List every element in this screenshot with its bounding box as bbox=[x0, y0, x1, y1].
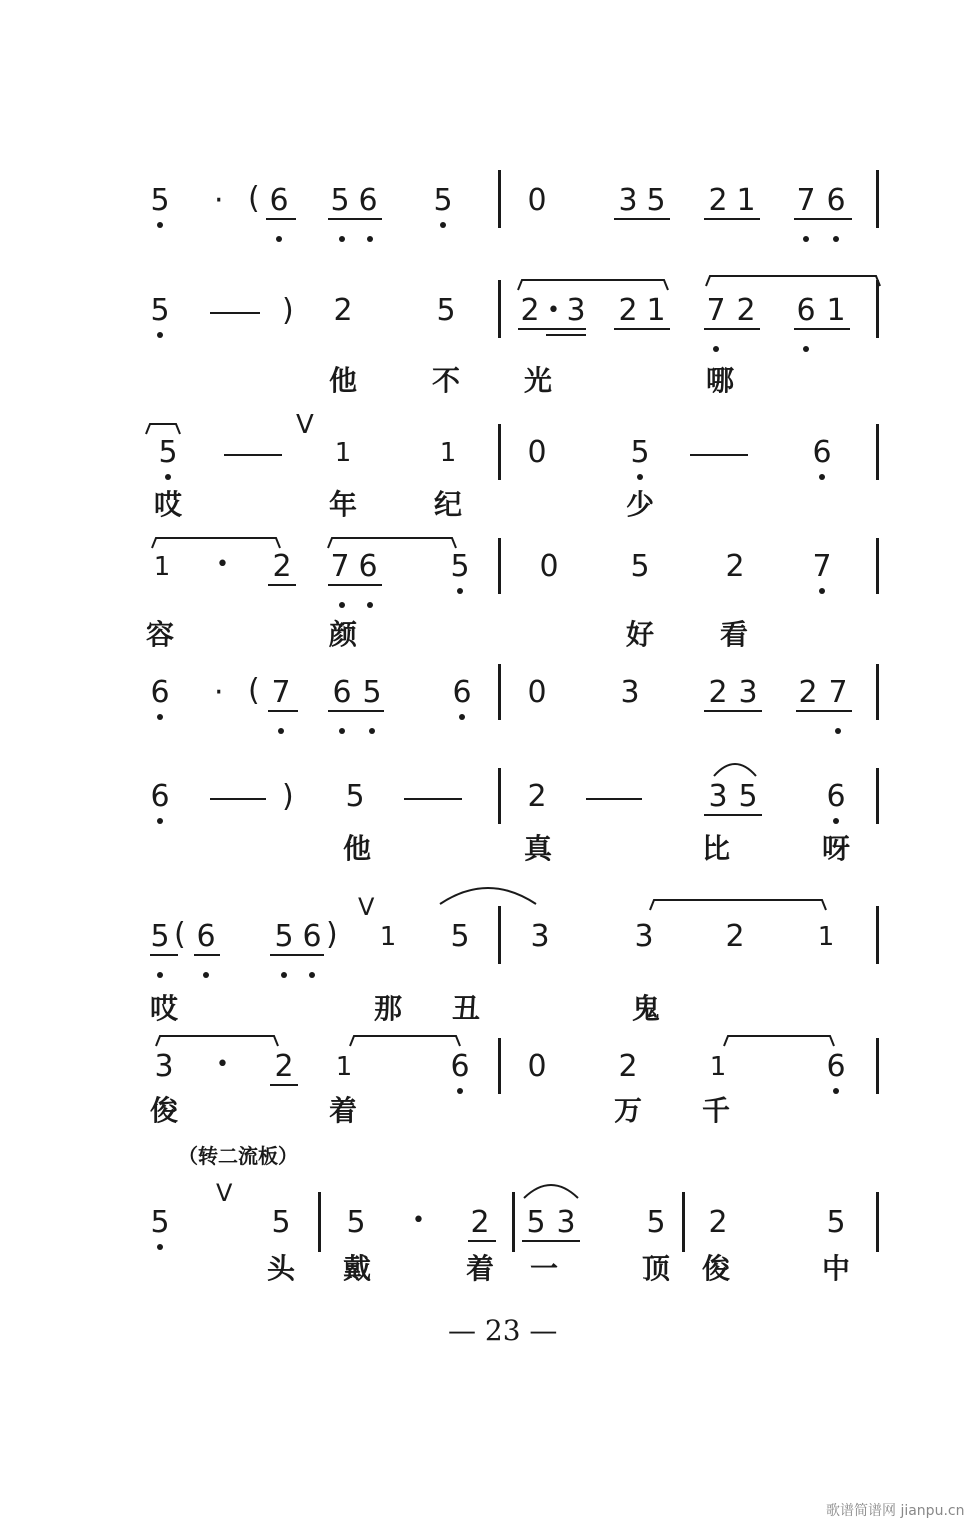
notation-symbol: ( bbox=[248, 673, 260, 708]
sustain-dash bbox=[404, 798, 462, 800]
lyric: 一 bbox=[529, 1252, 558, 1285]
tie-bracket bbox=[156, 1036, 278, 1046]
note: 3 bbox=[530, 919, 550, 954]
underline-beam bbox=[328, 710, 384, 712]
note: 1 bbox=[379, 922, 397, 952]
note: 0 bbox=[527, 435, 547, 470]
underline-beam bbox=[704, 814, 762, 816]
octave-dot bbox=[157, 818, 163, 824]
note: 3 bbox=[556, 1205, 576, 1240]
note: 6 bbox=[269, 183, 289, 218]
underline-beam bbox=[518, 328, 586, 330]
tie-bracket bbox=[350, 1036, 460, 1046]
octave-dot bbox=[339, 236, 345, 242]
octave-dot bbox=[819, 588, 825, 594]
lyric: 不 bbox=[431, 364, 460, 397]
octave-dot bbox=[367, 236, 373, 242]
underline-beam bbox=[270, 1084, 298, 1086]
underline-beam bbox=[614, 328, 670, 330]
tie-bracket bbox=[146, 424, 180, 434]
note: 6 bbox=[332, 675, 352, 710]
octave-dot bbox=[367, 602, 373, 608]
note: 5 bbox=[150, 293, 170, 328]
octave-dot bbox=[203, 972, 209, 978]
octave-dot bbox=[309, 972, 315, 978]
sustain-dash bbox=[210, 798, 266, 800]
note: 3 bbox=[618, 183, 638, 218]
note: 2 bbox=[274, 1049, 294, 1084]
note: 1 bbox=[153, 552, 171, 582]
bar-line bbox=[876, 170, 879, 228]
note: 7 bbox=[271, 675, 291, 710]
notation-symbol: ) bbox=[282, 779, 294, 814]
underline-beam bbox=[546, 334, 586, 336]
bar-line bbox=[876, 424, 879, 480]
watermark: 歌谱简谱网 jianpu.cn bbox=[826, 1503, 965, 1519]
note: 5 bbox=[646, 183, 666, 218]
sustain-dash bbox=[586, 798, 642, 800]
octave-dot bbox=[165, 474, 171, 480]
underline-beam bbox=[266, 218, 296, 220]
underline-beam bbox=[270, 954, 324, 956]
note: 5 bbox=[362, 675, 382, 710]
note: 7 bbox=[796, 183, 816, 218]
underline-beam bbox=[268, 710, 298, 712]
note: 1 bbox=[439, 438, 457, 468]
bar-line bbox=[498, 664, 501, 720]
lyric: 顶 bbox=[641, 1252, 670, 1285]
bar-line bbox=[876, 280, 879, 338]
page-number: — 23 — bbox=[448, 1314, 558, 1347]
bar-line bbox=[876, 768, 879, 824]
bar-line bbox=[498, 424, 501, 480]
note: 2 bbox=[527, 779, 547, 814]
note: 6 bbox=[826, 183, 846, 218]
lyric: 他 bbox=[342, 832, 371, 865]
lyric: 容 bbox=[145, 618, 174, 651]
lyric: 真 bbox=[523, 832, 552, 865]
note: 6 bbox=[358, 183, 378, 218]
note: 5 bbox=[330, 183, 350, 218]
octave-dot bbox=[278, 728, 284, 734]
note: 6 bbox=[826, 779, 846, 814]
note: 6 bbox=[826, 1049, 846, 1084]
note: 1 bbox=[646, 293, 666, 328]
note: 1 bbox=[709, 1052, 727, 1082]
underline-beam bbox=[794, 218, 852, 220]
bar-line bbox=[876, 664, 879, 720]
lyric: 少 bbox=[625, 488, 654, 521]
bar-line bbox=[876, 1192, 879, 1252]
notation-symbol: • bbox=[547, 298, 560, 323]
lyric: 呀 bbox=[821, 832, 850, 865]
bar-line bbox=[498, 170, 501, 228]
note: 0 bbox=[527, 1049, 547, 1084]
octave-dot bbox=[339, 728, 345, 734]
note: 6 bbox=[812, 435, 832, 470]
bar-line bbox=[682, 1192, 685, 1252]
bar-line bbox=[498, 280, 501, 338]
lyric: 戴 bbox=[342, 1252, 371, 1285]
lyric: 年 bbox=[328, 488, 357, 521]
lyric: 丑 bbox=[451, 992, 480, 1025]
lyric: 纪 bbox=[433, 488, 462, 521]
note: 5 bbox=[436, 293, 456, 328]
note: 7 bbox=[706, 293, 726, 328]
tie-bracket bbox=[328, 538, 456, 548]
slur bbox=[524, 1185, 578, 1198]
octave-dot bbox=[157, 1244, 163, 1250]
note: 7 bbox=[828, 675, 848, 710]
underline-beam bbox=[150, 954, 178, 956]
note: 6 bbox=[358, 549, 378, 584]
octave-dot bbox=[713, 346, 719, 352]
note: 2 bbox=[798, 675, 818, 710]
underline-beam bbox=[268, 584, 296, 586]
note: 0 bbox=[527, 183, 547, 218]
notation-symbol: • bbox=[412, 1208, 425, 1233]
note: 2 bbox=[708, 1205, 728, 1240]
octave-dot bbox=[276, 236, 282, 242]
octave-dot bbox=[835, 728, 841, 734]
note: 5 bbox=[150, 183, 170, 218]
octave-dot bbox=[457, 588, 463, 594]
note: 0 bbox=[527, 675, 547, 710]
bar-line bbox=[498, 1038, 501, 1094]
octave-dot bbox=[833, 818, 839, 824]
note: 5 bbox=[450, 549, 470, 584]
note: 2 bbox=[725, 549, 745, 584]
underline-beam bbox=[704, 218, 760, 220]
note: 6 bbox=[796, 293, 816, 328]
note: 3 bbox=[154, 1049, 174, 1084]
underline-beam bbox=[522, 1240, 580, 1242]
underline-beam bbox=[328, 218, 382, 220]
octave-dot bbox=[157, 332, 163, 338]
note: 2 bbox=[708, 183, 728, 218]
note: 2 bbox=[520, 293, 540, 328]
note: 5 bbox=[158, 435, 178, 470]
octave-dot bbox=[833, 1088, 839, 1094]
bar-line bbox=[318, 1192, 321, 1252]
octave-dot bbox=[339, 602, 345, 608]
octave-dot bbox=[440, 222, 446, 228]
lyric: 着 bbox=[328, 1094, 357, 1127]
lyric: 好 bbox=[625, 618, 654, 651]
octave-dot bbox=[459, 714, 465, 720]
notation-symbol: • bbox=[216, 552, 229, 577]
underline-beam bbox=[328, 584, 382, 586]
notation-symbol: ) bbox=[326, 917, 338, 952]
note: 6 bbox=[450, 1049, 470, 1084]
lyric: 俊 bbox=[701, 1252, 730, 1285]
lyric: 着 bbox=[465, 1252, 494, 1285]
notation-symbol: V bbox=[296, 410, 314, 440]
octave-dot bbox=[157, 222, 163, 228]
octave-dot bbox=[803, 236, 809, 242]
notation-symbol: V bbox=[216, 1179, 233, 1207]
note: 5 bbox=[274, 919, 294, 954]
note: 3 bbox=[738, 675, 758, 710]
note: 2 bbox=[618, 1049, 638, 1084]
tempo-mark: （转二流板） bbox=[178, 1144, 298, 1168]
underline-beam bbox=[194, 954, 220, 956]
notation-symbol: · bbox=[214, 675, 224, 710]
lyric: 哎 bbox=[153, 488, 182, 521]
note: 6 bbox=[302, 919, 322, 954]
note: 3 bbox=[634, 919, 654, 954]
note: 5 bbox=[646, 1205, 666, 1240]
notation-symbol: V bbox=[358, 893, 375, 921]
lyric: 光 bbox=[523, 364, 552, 397]
lyric: 万 bbox=[613, 1094, 642, 1127]
lyric: 那 bbox=[373, 992, 402, 1025]
note: 6 bbox=[150, 779, 170, 814]
lyric: 俊 bbox=[149, 1094, 178, 1127]
note: 3 bbox=[566, 293, 586, 328]
sustain-dash bbox=[210, 312, 260, 314]
octave-dot bbox=[157, 714, 163, 720]
slur bbox=[714, 764, 756, 776]
note: 5 bbox=[345, 779, 365, 814]
note: 1 bbox=[335, 1052, 353, 1082]
bar-line bbox=[498, 906, 501, 964]
tie-bracket bbox=[518, 280, 668, 290]
octave-dot bbox=[157, 972, 163, 978]
note: 5 bbox=[738, 779, 758, 814]
note: 3 bbox=[708, 779, 728, 814]
note: 5 bbox=[826, 1205, 846, 1240]
octave-dot bbox=[833, 236, 839, 242]
note: 5 bbox=[433, 183, 453, 218]
sustain-dash bbox=[690, 454, 748, 456]
sustain-dash bbox=[224, 454, 282, 456]
note: 1 bbox=[736, 183, 756, 218]
lyric: 头 bbox=[266, 1252, 295, 1285]
lyric: 比 bbox=[701, 832, 730, 865]
underline-beam bbox=[704, 710, 762, 712]
note: 6 bbox=[452, 675, 472, 710]
octave-dot bbox=[819, 474, 825, 480]
note: 0 bbox=[539, 549, 559, 584]
notation-symbol: ( bbox=[248, 181, 260, 216]
bar-line bbox=[876, 906, 879, 964]
underline-beam bbox=[796, 710, 852, 712]
note: 1 bbox=[334, 438, 352, 468]
lyric: 千 bbox=[701, 1094, 730, 1127]
note: 1 bbox=[817, 922, 835, 952]
note: 7 bbox=[812, 549, 832, 584]
octave-dot bbox=[637, 474, 643, 480]
tie-bracket bbox=[724, 1036, 834, 1046]
underline-beam bbox=[794, 328, 850, 330]
lyric: 看 bbox=[719, 618, 748, 651]
notation-symbol: ) bbox=[282, 293, 294, 328]
note: 5 bbox=[150, 919, 170, 954]
bar-line bbox=[498, 768, 501, 824]
note: 2 bbox=[333, 293, 353, 328]
note: 2 bbox=[470, 1205, 490, 1240]
lyric: 哎 bbox=[149, 992, 178, 1025]
note: 5 bbox=[150, 1205, 170, 1240]
bar-line bbox=[498, 538, 501, 594]
notation-symbol: · bbox=[214, 183, 224, 218]
note: 5 bbox=[346, 1205, 366, 1240]
underline-beam bbox=[614, 218, 670, 220]
octave-dot bbox=[281, 972, 287, 978]
note: 2 bbox=[725, 919, 745, 954]
note: 5 bbox=[526, 1205, 546, 1240]
slur bbox=[440, 888, 536, 904]
bar-line bbox=[876, 538, 879, 594]
note: 6 bbox=[196, 919, 216, 954]
octave-dot bbox=[457, 1088, 463, 1094]
bar-line bbox=[876, 1038, 879, 1094]
lyric: 哪 bbox=[705, 364, 734, 397]
tie-bracket bbox=[152, 538, 280, 548]
note: 5 bbox=[271, 1205, 291, 1240]
underline-beam bbox=[468, 1240, 496, 1242]
note: 5 bbox=[630, 549, 650, 584]
note: 6 bbox=[150, 675, 170, 710]
note: 2 bbox=[708, 675, 728, 710]
note: 2 bbox=[272, 549, 292, 584]
octave-dot bbox=[369, 728, 375, 734]
tie-bracket bbox=[706, 276, 880, 286]
underline-beam bbox=[704, 328, 760, 330]
note: 7 bbox=[330, 549, 350, 584]
note: 2 bbox=[736, 293, 756, 328]
bar-line bbox=[512, 1192, 515, 1252]
note: 1 bbox=[826, 293, 846, 328]
note: 5 bbox=[630, 435, 650, 470]
note: 3 bbox=[620, 675, 640, 710]
note: 2 bbox=[618, 293, 638, 328]
note: 5 bbox=[450, 919, 470, 954]
lyric: 他 bbox=[328, 364, 357, 397]
lyric: 颜 bbox=[328, 618, 357, 651]
tie-bracket bbox=[650, 900, 826, 910]
lyric: 中 bbox=[821, 1252, 850, 1285]
octave-dot bbox=[803, 346, 809, 352]
notation-symbol: ( bbox=[174, 917, 186, 952]
lyric: 鬼 bbox=[631, 992, 660, 1025]
notation-symbol: • bbox=[216, 1052, 229, 1077]
